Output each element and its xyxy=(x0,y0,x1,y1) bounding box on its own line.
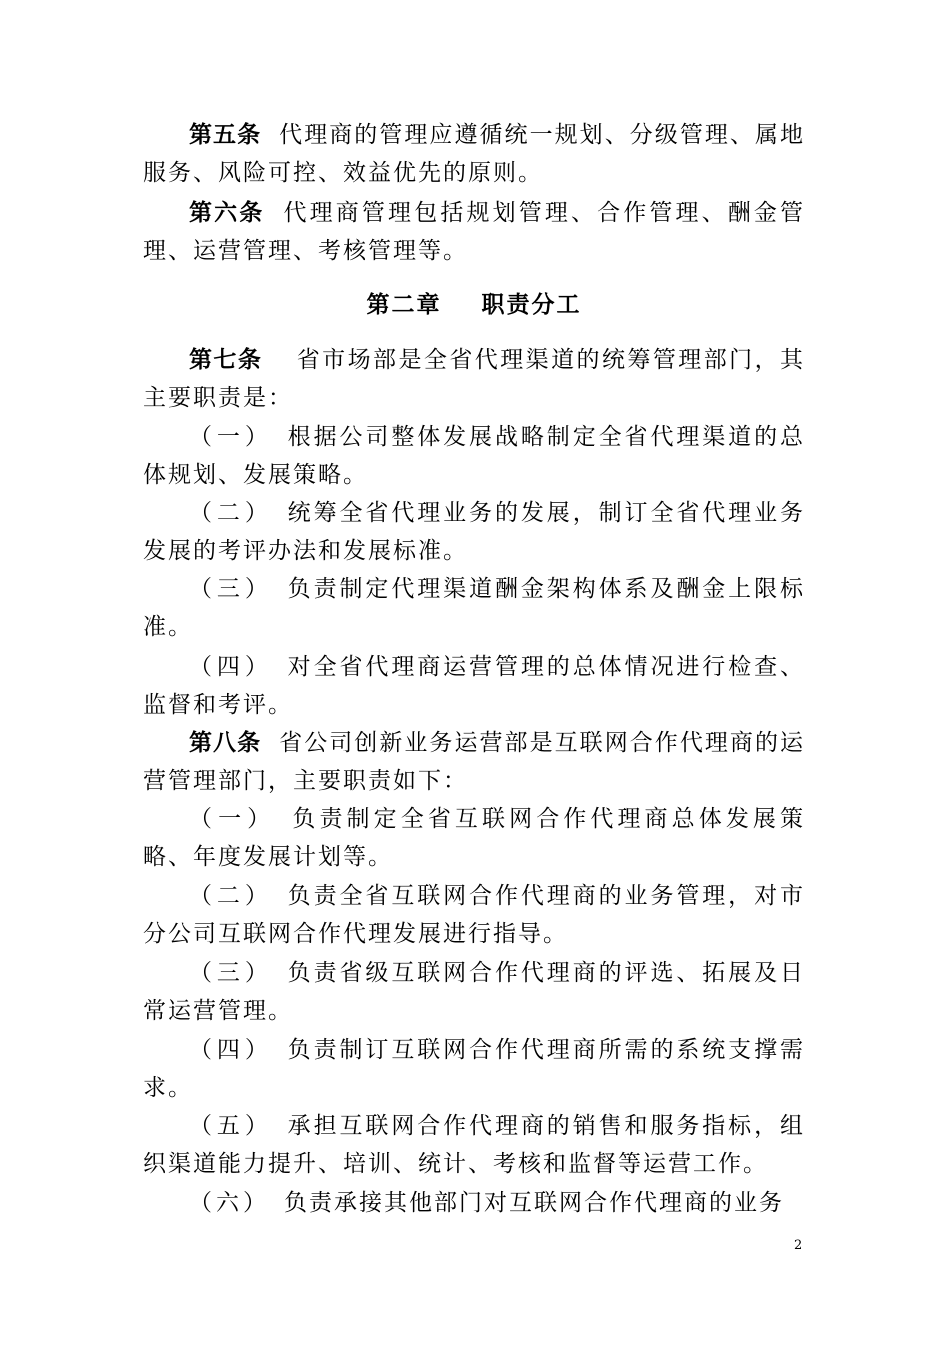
article-8-item-6 xyxy=(143,1184,805,1222)
article-7 xyxy=(143,341,805,417)
chapter-title: 职责分工 xyxy=(481,291,582,318)
item-number: （二） xyxy=(189,883,273,909)
article-5-text: 代理商的管理应遵循统一规划、分级管理、属地服务、风险可控、效益优先的原则。 xyxy=(143,122,805,186)
article-7-item-2 xyxy=(143,494,805,570)
article-5-label: 第五条 xyxy=(189,121,262,148)
item-number: （一） xyxy=(189,806,277,832)
article-5 xyxy=(143,116,805,192)
item-number: （四） xyxy=(189,654,273,680)
article-6 xyxy=(143,194,805,270)
page-number: 2 xyxy=(794,1238,803,1253)
article-8-text: 省公司创新业务运营部是互联网合作代理商的运营管理部门，主要职责如下： xyxy=(143,730,805,794)
item-text: 负责承接其他部门对互联网合作代理商的业务 xyxy=(284,1190,784,1216)
chapter-number: 第二章 xyxy=(366,291,442,318)
item-text: 负责制定代理渠道酬金架构体系及酬金上限标准。 xyxy=(143,576,806,640)
item-text: 负责制订互联网合作代理商所需的系统支撑需求。 xyxy=(143,1037,806,1101)
item-text: 负责省级互联网合作代理商的评选、拓展及日常运营管理。 xyxy=(143,960,806,1024)
item-number: （三） xyxy=(189,576,273,602)
article-6-text: 代理商管理包括规划管理、合作管理、酬金管理、运营管理、考核管理等。 xyxy=(143,200,806,264)
item-number: （五） xyxy=(189,1113,273,1139)
item-number: （二） xyxy=(189,500,273,526)
article-8-item-1 xyxy=(143,800,805,876)
item-number: （三） xyxy=(189,960,273,986)
article-7-text: 省市场部是全省代理渠道的统筹管理部门，其主要职责是： xyxy=(143,347,806,411)
article-7-item-4 xyxy=(143,648,805,724)
article-8 xyxy=(143,724,805,800)
article-8-label: 第八条 xyxy=(189,729,262,756)
article-6-label: 第六条 xyxy=(189,199,265,226)
article-7-label: 第七条 xyxy=(189,346,263,373)
item-number: （四） xyxy=(189,1037,273,1063)
item-text: 统筹全省代理业务的发展，制订全省代理业务发展的考评办法和发展标准。 xyxy=(143,500,806,564)
article-8-item-3 xyxy=(143,954,805,1030)
article-8-item-5 xyxy=(143,1107,805,1183)
article-8-item-2 xyxy=(143,877,805,953)
item-text: 负责制定全省互联网合作代理商总体发展策略、年度发展计划等。 xyxy=(143,806,806,870)
item-text: 根据公司整体发展战略制定全省代理渠道的总体规划、发展策略。 xyxy=(143,424,806,488)
item-text: 负责全省互联网合作代理商的业务管理，对市分公司互联网合作代理发展进行指导。 xyxy=(143,883,806,947)
item-number: （一） xyxy=(189,424,273,450)
item-text: 承担互联网合作代理商的销售和服务指标，组织渠道能力提升、培训、统计、考核和监督等运营工作。 xyxy=(143,1113,806,1177)
article-7-item-3 xyxy=(143,570,805,646)
article-7-item-1 xyxy=(143,418,805,494)
item-text: 对全省代理商运营管理的总体情况进行检查、监督和考评。 xyxy=(143,654,806,718)
chapter-heading xyxy=(143,286,805,324)
item-number: （六） xyxy=(189,1190,270,1216)
article-8-item-4 xyxy=(143,1031,805,1107)
